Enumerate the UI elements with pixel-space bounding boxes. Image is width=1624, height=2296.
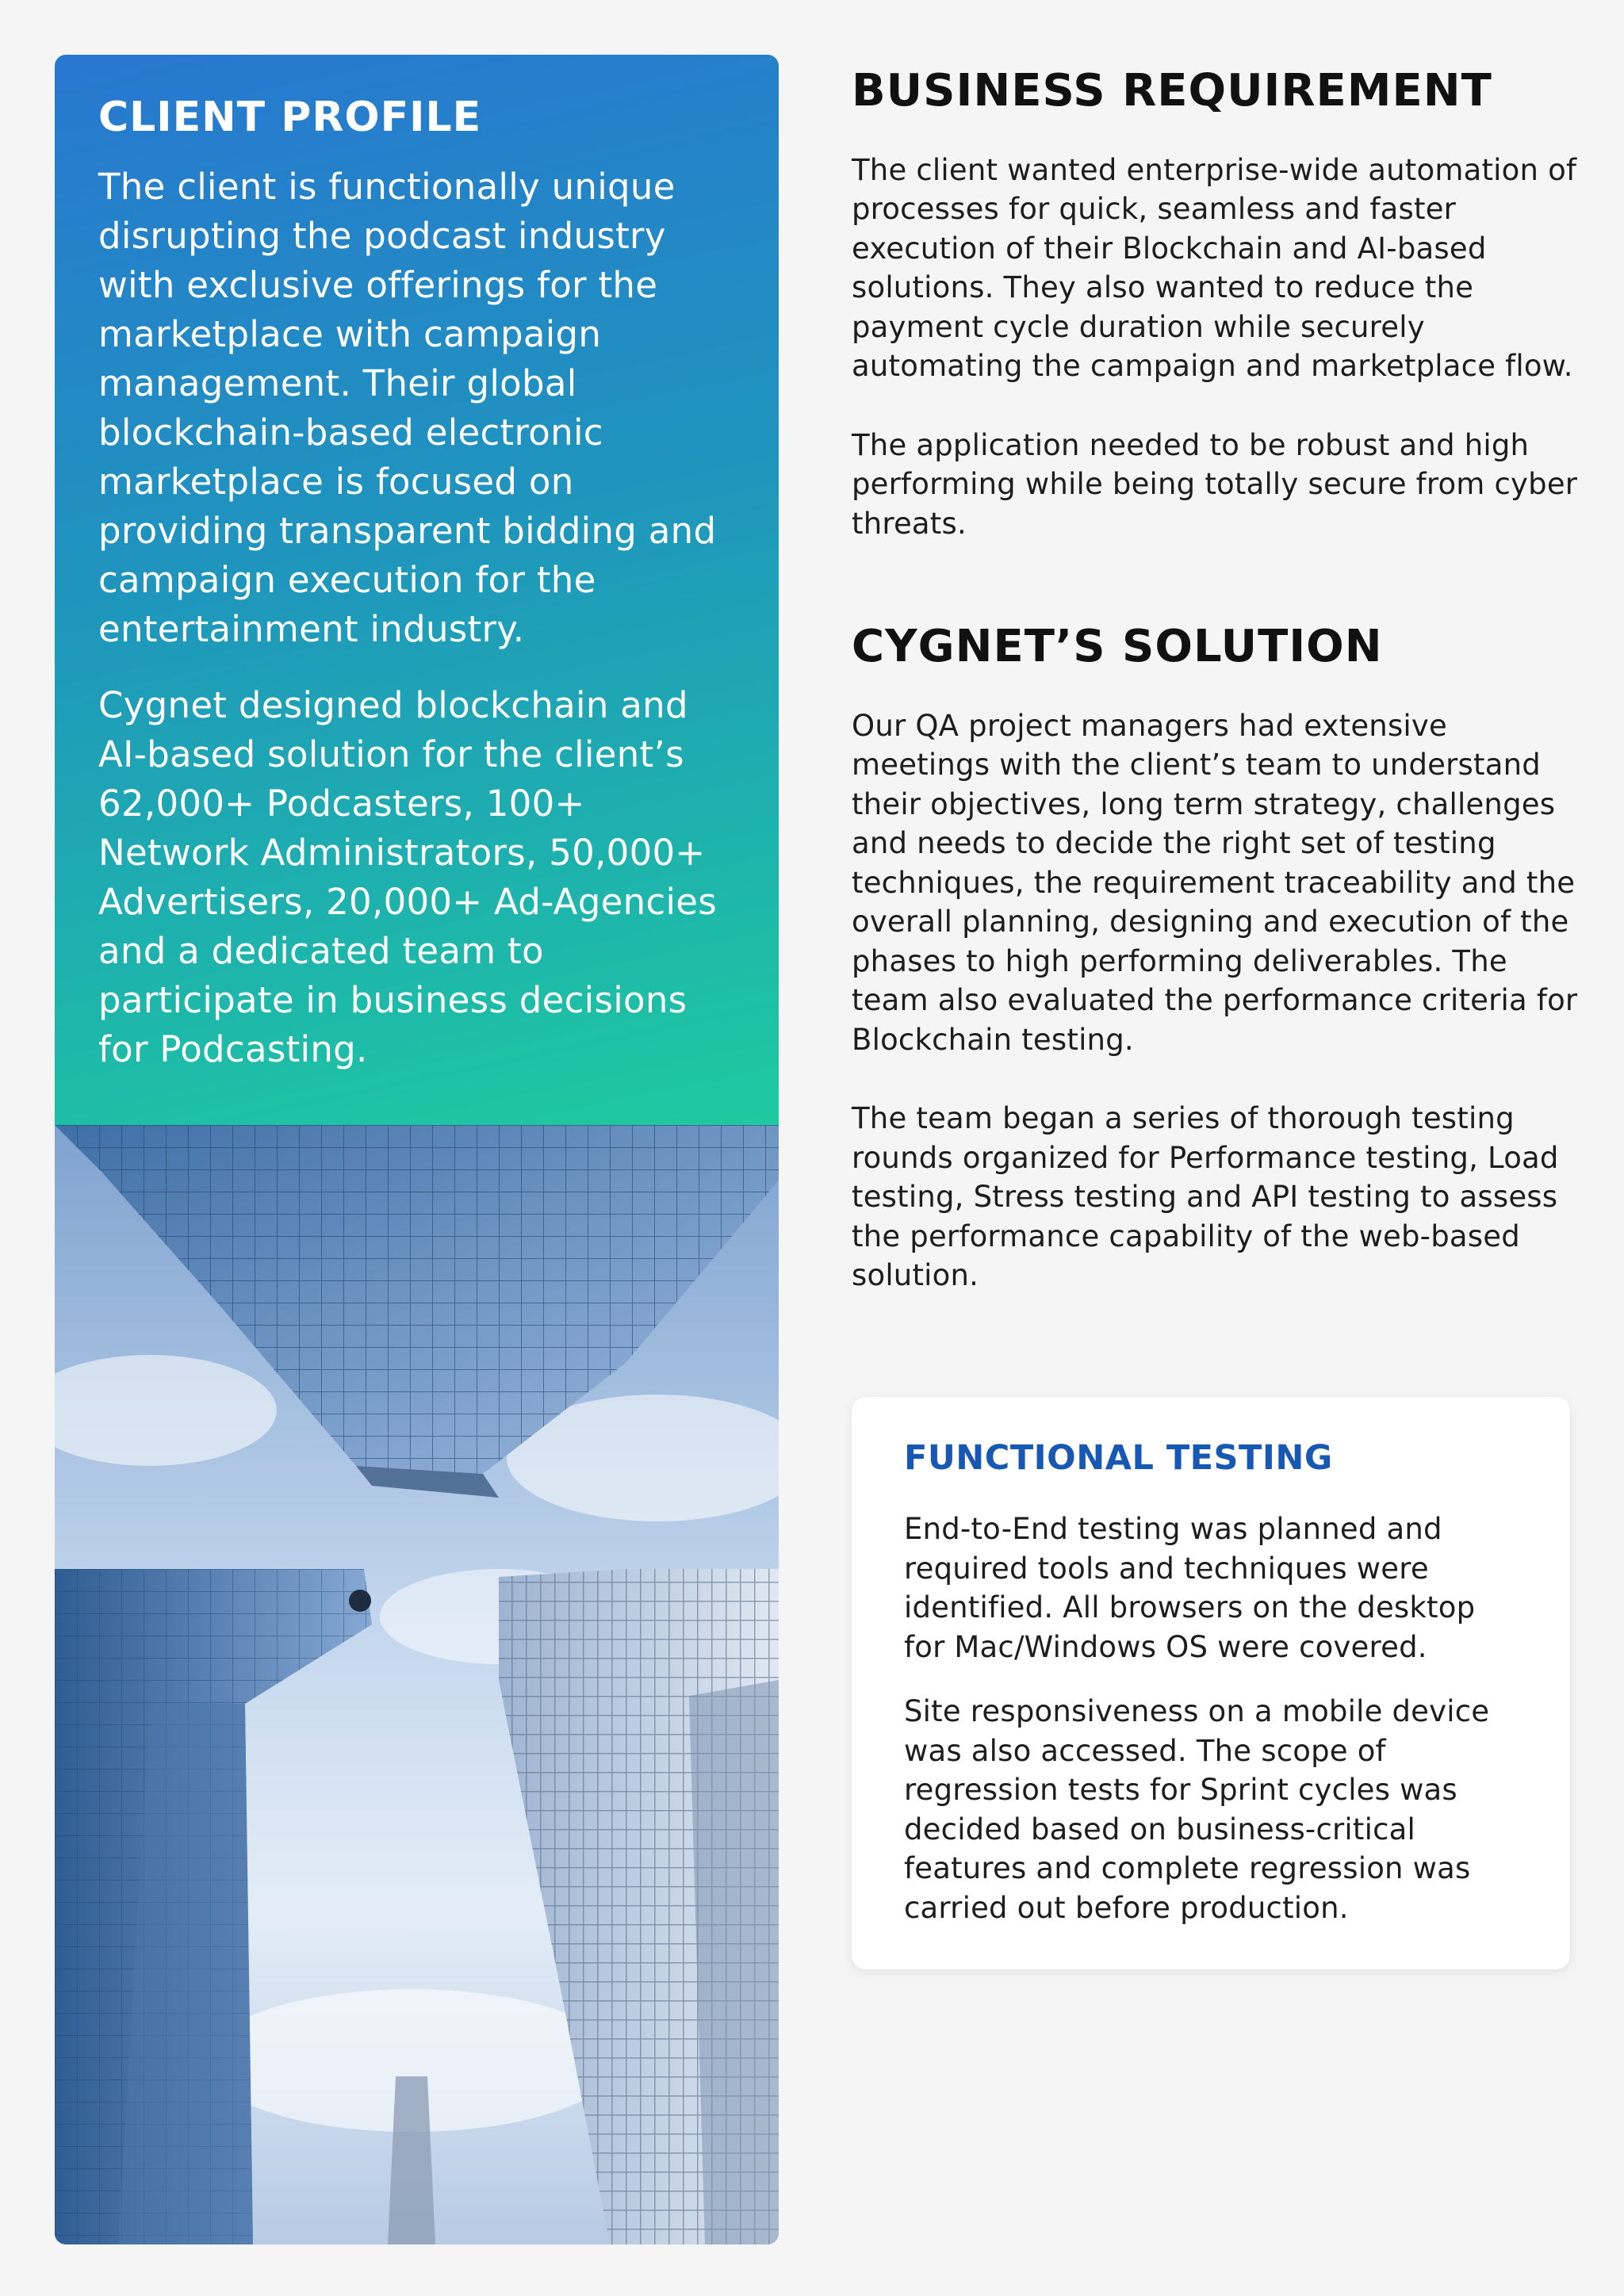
business-requirement-paragraph-1: The client wanted enterprise-wide automation of processes for quick, seamless and faster execution of their Blockchain and AI-based solutions. They also wanted to reduce the payment cycle duration while securely automating the campaign and marketplace flow. bbox=[852, 152, 1577, 384]
solution-title: CYGNET’S SOLUTION bbox=[852, 621, 1383, 673]
business-requirement-title: BUSINESS REQUIREMENT bbox=[852, 65, 1492, 117]
client-profile-paragraph-1: The client is functionally unique disrupting the podcast industry with exclusive offerings for the marketplace with campaign management. Their global blockchain-based electronic marketplace is focused on providing transparent bidding and campaign execution for the entertainment industry. bbox=[98, 166, 717, 651]
client-profile-card bbox=[55, 55, 779, 2244]
functional-testing-card bbox=[852, 1397, 1570, 1969]
business-requirement-paragraph-2: The application needed to be robust and high performing while being totally secure from cyber threats. bbox=[852, 427, 1578, 541]
client-profile-title: CLIENT PROFILE bbox=[98, 94, 482, 141]
skyscraper-photo bbox=[55, 1125, 779, 2244]
right-column bbox=[852, 63, 1581, 1295]
solution-paragraph-1: Our QA project managers had extensive meetings with the client’s team to understand their objectives, long term strategy, challenges and needs to decide the right set of testing techniques, the requirement traceability and the overall planning, designing and execution of the phases to high performing deliverables. The team also evaluated the performance criteria for Blockchain testing. bbox=[852, 708, 1578, 1057]
solution-paragraph-2: The team began a series of thorough testing rounds organized for Performance testing, Load testing, Stress testing and API testing to assess the performance capability of the web-based solution. bbox=[852, 1101, 1559, 1293]
client-profile-paragraph-2: Cygnet designed blockchain and AI-based solution for the client’s 62,000+ Podcasters, 100+ Network Administrators, 50,000+ Advertisers, 20,000+ Ad-Agencies and a dedicated team to participate in business decisions for Podcasting. bbox=[98, 684, 718, 1071]
functional-testing-paragraph-2: Site responsiveness on a mobile device was also accessed. The scope of regression tests for Sprint cycles was decided based on business-critical features and complete regression was carried out before production. bbox=[904, 1694, 1490, 1925]
functional-testing-title: FUNCTIONAL TESTING bbox=[904, 1438, 1333, 1478]
client-profile-panel bbox=[55, 55, 779, 1125]
functional-testing-paragraph-1: End-to-End testing was planned and required tools and techniques were identified. All browsers on the desktop for Mac/Windows OS were covered. bbox=[904, 1512, 1476, 1664]
